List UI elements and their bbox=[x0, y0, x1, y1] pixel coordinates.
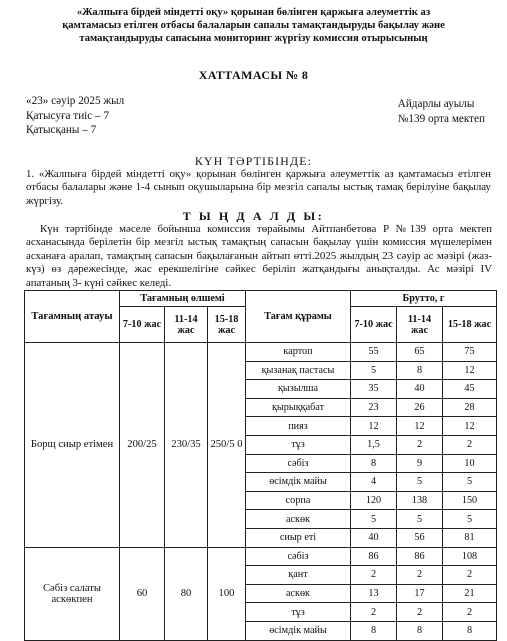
ingredient-name: өсімдік майы bbox=[246, 621, 351, 640]
ingredient-gross: 138 bbox=[397, 491, 443, 510]
header-line-2: қамтамасыз етілген отбасы балаларын сапалы тамақтандыруды бақылау және bbox=[62, 20, 445, 32]
dish-name: Борщ сиыр етімен bbox=[25, 343, 120, 548]
dish-yield: 250/5 0 bbox=[208, 343, 246, 548]
age-group-header: 11-14 жас bbox=[165, 307, 208, 343]
ingredient-gross: 8 bbox=[351, 454, 397, 473]
ingredient-name: аскөк bbox=[246, 584, 351, 603]
ingredient-gross: 40 bbox=[351, 528, 397, 547]
ingredient-name: өсімдік майы bbox=[246, 473, 351, 492]
dish-name: Сәбіз салаты аскөкпен bbox=[25, 547, 120, 640]
ingredient-gross: 10 bbox=[443, 454, 497, 473]
ingredient-name: тұз bbox=[246, 435, 351, 454]
dish-yield: 230/35 bbox=[165, 343, 208, 548]
ingredient-gross: 5 bbox=[443, 473, 497, 492]
header-line-3: тамақтандыруды сапасына мониторинг жүргізу комиссия отырысының bbox=[79, 33, 428, 45]
ingredient-gross: 8 bbox=[397, 621, 443, 640]
ingredient-gross: 2 bbox=[443, 435, 497, 454]
ingredient-name: сәбіз bbox=[246, 454, 351, 473]
ingredient-gross: 26 bbox=[397, 398, 443, 417]
ingredient-gross: 17 bbox=[397, 584, 443, 603]
ingredient-gross: 2 bbox=[397, 435, 443, 454]
menu-table-head bbox=[25, 291, 497, 343]
ingredient-gross: 12 bbox=[443, 361, 497, 380]
col-gross: Брутто, г bbox=[351, 291, 497, 307]
ingredient-name: сиыр еті bbox=[246, 528, 351, 547]
dish-yield: 200/25 bbox=[120, 343, 165, 548]
col-yield: Тағамның өлшемі bbox=[120, 291, 246, 307]
ingredient-gross: 40 bbox=[397, 380, 443, 399]
ingredient-gross: 86 bbox=[351, 547, 397, 566]
members-present: Қатысқаны – 7 bbox=[26, 124, 97, 136]
agenda-text: 1. «Жалпыға бірдей міндетті оқу» қорынан бөлінген қаржыға әлеуметтік аз қамтамасыз етілген отбасы балалары және 1-4 сынып оқушыларына бір мезгіл сапалы ыстық тамақ берілуіне бақылау жүргізу. bbox=[26, 168, 491, 207]
age-group-header: 7-10 жас bbox=[351, 307, 397, 343]
age-group-header: 7-10 жас bbox=[120, 307, 165, 343]
col-dish-name: Тағамның атауы bbox=[25, 291, 120, 343]
ingredient-gross: 55 bbox=[351, 343, 397, 362]
ingredient-name: қырыққабат bbox=[246, 398, 351, 417]
ingredient-gross: 2 bbox=[443, 566, 497, 585]
ingredient-gross: 21 bbox=[443, 584, 497, 603]
ingredient-name: қызанақ пастасы bbox=[246, 361, 351, 380]
table-row bbox=[25, 343, 497, 362]
menu-table bbox=[24, 290, 497, 641]
ingredient-name: картоп bbox=[246, 343, 351, 362]
ingredient-gross: 5 bbox=[443, 510, 497, 529]
col-ingredients: Тағам құрамы bbox=[246, 291, 351, 343]
dish-yield: 60 bbox=[120, 547, 165, 640]
age-group-header: 11-14 жас bbox=[397, 307, 443, 343]
ingredient-name: пияз bbox=[246, 417, 351, 436]
table-row bbox=[25, 547, 497, 566]
menu-table-body bbox=[25, 343, 497, 641]
agenda-title: КҮН ТӘРТІБІНДЕ: bbox=[194, 154, 313, 168]
ingredient-gross: 75 bbox=[443, 343, 497, 362]
ingredient-gross: 5 bbox=[351, 361, 397, 380]
ingredient-gross: 4 bbox=[351, 473, 397, 492]
protocol-title: ХАТТАМАСЫ № 8 bbox=[198, 68, 309, 82]
ingredient-gross: 9 bbox=[397, 454, 443, 473]
ingredient-gross: 2 bbox=[443, 603, 497, 622]
ingredient-gross: 108 bbox=[443, 547, 497, 566]
ingredient-name: қант bbox=[246, 566, 351, 585]
protocol-header bbox=[30, 6, 477, 46]
ingredient-name: қызылша bbox=[246, 380, 351, 399]
ingredient-name: аскөк bbox=[246, 510, 351, 529]
ingredient-gross: 5 bbox=[397, 510, 443, 529]
ingredient-gross: 2 bbox=[351, 566, 397, 585]
header-line-1: «Жалпыға бірдей міндетті оқу» қорынан бөлінген қаржыға әлеуметтік аз bbox=[76, 7, 431, 18]
members-total: Қатысуға тиіс – 7 bbox=[26, 109, 110, 122]
ingredient-gross: 81 bbox=[443, 528, 497, 547]
ingredient-gross: 1,5 bbox=[351, 435, 397, 454]
ingredient-gross: 2 bbox=[351, 603, 397, 622]
village-name: Айдарлы ауылы bbox=[397, 98, 475, 110]
ingredient-gross: 12 bbox=[351, 417, 397, 436]
ingredient-gross: 5 bbox=[351, 510, 397, 529]
meeting-meta-right bbox=[398, 97, 485, 126]
age-group-header: 15-18 жас bbox=[443, 307, 497, 343]
ingredient-gross: 56 bbox=[397, 528, 443, 547]
ingredient-gross: 5 bbox=[397, 473, 443, 492]
meeting-date: «23» сәуір 2025 жыл bbox=[26, 95, 125, 107]
ingredient-gross: 8 bbox=[351, 621, 397, 640]
ingredient-gross: 86 bbox=[397, 547, 443, 566]
ingredient-gross: 12 bbox=[397, 417, 443, 436]
meeting-meta-left bbox=[26, 94, 124, 138]
ingredient-gross: 120 bbox=[351, 491, 397, 510]
dish-yield: 80 bbox=[165, 547, 208, 640]
ingredient-name: сорпа bbox=[246, 491, 351, 510]
ingredient-gross: 2 bbox=[397, 603, 443, 622]
heard-title: Т Ы Ң Д А Л Д Ы: bbox=[182, 209, 325, 223]
ingredient-name: тұз bbox=[246, 603, 351, 622]
ingredient-gross: 12 bbox=[443, 417, 497, 436]
ingredient-gross: 8 bbox=[397, 361, 443, 380]
ingredient-gross: 2 bbox=[397, 566, 443, 585]
ingredient-gross: 8 bbox=[443, 621, 497, 640]
ingredient-gross: 65 bbox=[397, 343, 443, 362]
ingredient-gross: 28 bbox=[443, 398, 497, 417]
ingredient-gross: 13 bbox=[351, 584, 397, 603]
ingredient-name: сәбіз bbox=[246, 547, 351, 566]
school-name: №139 орта мектеп bbox=[397, 112, 485, 125]
dish-yield: 100 bbox=[208, 547, 246, 640]
ingredient-gross: 150 bbox=[443, 491, 497, 510]
ingredient-gross: 45 bbox=[443, 380, 497, 399]
age-group-header: 15-18 жас bbox=[208, 307, 246, 343]
body-paragraph: Күн тәртібінде мәселе бойынша комиссия төрайымы Айтпанбетова Р №139 орта мектеп асханасында берілетін бір мезгіл ыстық тамақтың сапасын бақылау үшін комиссия мүшелерімен асханаға аралап, тамақтың сапасын бақылағанын айтып өтті.2025 жылдың 23 сәуір ас мәзірі (жаз-күз) өз дәрежесінде, жас ерекшелігіне сәйкес беріліп жатқандығы анықталды. Ас мәзірі IV апатаның 3- күні сәйкес келеді. bbox=[26, 223, 492, 289]
ingredient-gross: 35 bbox=[351, 380, 397, 399]
ingredient-gross: 23 bbox=[351, 398, 397, 417]
